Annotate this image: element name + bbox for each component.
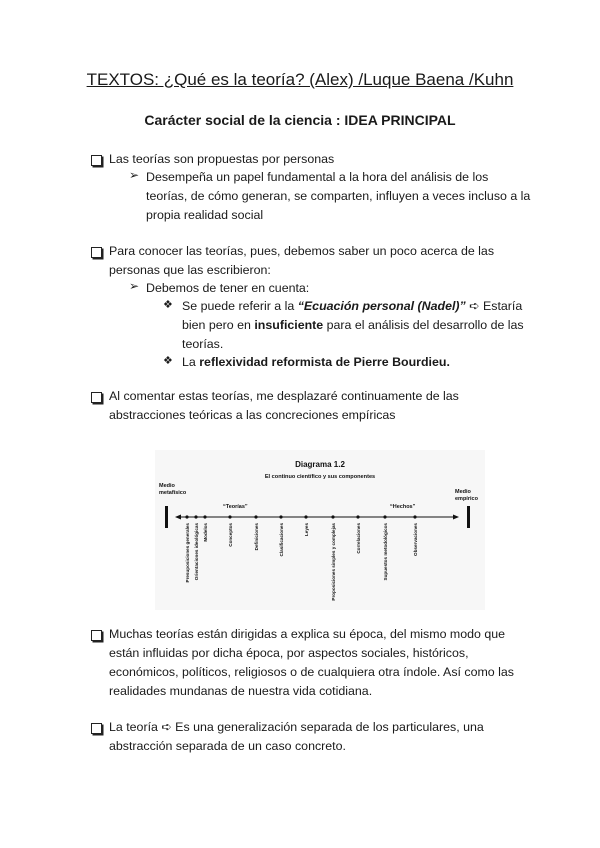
continuum-point bbox=[279, 515, 282, 518]
diamond-bullet-icon: ❖ bbox=[163, 299, 173, 311]
bullet-5-line-1: La teoría ➪ Es una generalización separada de los particulares, una bbox=[109, 720, 484, 734]
continuum-point bbox=[356, 515, 359, 518]
continuum-item-label: Definiciones bbox=[254, 523, 259, 551]
continuum-point bbox=[304, 515, 307, 518]
checkbox-bullet-icon bbox=[91, 392, 102, 403]
checkbox-bullet-icon bbox=[91, 155, 102, 166]
right-pole-label-1: Medio bbox=[455, 489, 471, 495]
theories-label: “Teorías” bbox=[223, 504, 248, 510]
continuum-item-label: Leyes bbox=[304, 523, 309, 537]
left-pole-label-1: Medio bbox=[159, 483, 175, 489]
continuum-item-label: Conceptos bbox=[228, 523, 233, 547]
diagram-title: Diagrama 1.2 bbox=[295, 460, 345, 469]
bullet-2-diamond-1-line-3: teorías. bbox=[182, 337, 224, 351]
bullet-4-line-2: están influidas por dicha época, por aspectos sociales, históricos, bbox=[109, 646, 469, 660]
right-pole-bar bbox=[467, 506, 470, 528]
bullet-5-line-2: abstracción separada de un caso concreto. bbox=[109, 739, 346, 753]
bullet-2-line-2: personas que las escribieron: bbox=[109, 263, 271, 277]
continuum-point bbox=[331, 515, 334, 518]
continuum-point bbox=[228, 515, 231, 518]
continuum-item-label: Correlaciones bbox=[356, 523, 361, 554]
diamond-bullet-icon: ❖ bbox=[163, 355, 173, 367]
continuum-point bbox=[194, 515, 197, 518]
section-subtitle: Carácter social de la ciencia : IDEA PRINCIPAL bbox=[144, 112, 456, 128]
checkbox-bullet-icon bbox=[91, 630, 102, 641]
bullet-4-line-4: realidades mundanas de nuestra vida cotidiana. bbox=[109, 684, 373, 698]
scientific-continuum-diagram bbox=[155, 450, 485, 610]
facts-label: “Hechos” bbox=[390, 504, 416, 510]
continuum-point bbox=[185, 515, 188, 518]
diagram-subtitle: El continuo científico y sus componentes bbox=[264, 474, 376, 480]
bullet-4-line-3: económicos, políticos, religiosos o de cualquiera otra índole. Así como las bbox=[109, 665, 514, 679]
continuum-item-label: Presuposiciones generales bbox=[185, 523, 190, 583]
bullet-1-sub-line-1: Desempeña un papel fundamental a la hora del análisis de los bbox=[146, 170, 489, 184]
arrow-bullet-icon: ➢ bbox=[129, 168, 140, 182]
bullet-3-line-2: abstracciones teóricas a las concreciones empíricas bbox=[109, 408, 396, 422]
bullet-2-sub: Debemos de tener en cuenta: bbox=[146, 281, 310, 295]
continuum-point bbox=[383, 515, 386, 518]
bullet-2-diamond-2: La reflexividad reformista de Pierre Bourdieu. bbox=[182, 355, 450, 369]
continuum-item-label: Supuestos metodológicos bbox=[383, 523, 388, 581]
continuum-item-label: Modelos bbox=[203, 523, 208, 542]
bullet-4-line-1: Muchas teorías están dirigidas a explica su época, del mismo modo que bbox=[109, 627, 506, 641]
bullet-3-line-1: Al comentar estas teorías, me desplazaré continuamente de las bbox=[109, 389, 459, 403]
continuum-point bbox=[203, 515, 206, 518]
arrow-bullet-icon: ➢ bbox=[129, 279, 140, 293]
bullet-2-diamond-1-line-2: bien pero en insuficiente para el análisis del desarrollo de las bbox=[182, 318, 524, 332]
bullet-2-line-1: Para conocer las teorías, pues, debemos saber un poco acerca de las bbox=[109, 244, 495, 258]
continuum-item-label: Observaciones bbox=[413, 523, 418, 556]
continuum-item-label: Clasificaciones bbox=[279, 523, 284, 557]
continuum-item-label: Orientaciones ideológicas bbox=[194, 523, 199, 581]
bullet-1-sub-line-3: propia realidad social bbox=[146, 208, 264, 222]
continuum-point bbox=[254, 515, 257, 518]
continuum-point bbox=[413, 515, 416, 518]
continuum-item-label: Proposiciones simples y complejas bbox=[331, 523, 336, 601]
checkbox-bullet-icon bbox=[91, 723, 102, 734]
bullet-2-diamond-1-line-1: Se puede referir a la “Ecuación personal (Nadel)” ➪ Estaría bbox=[182, 299, 523, 313]
checkbox-bullet-icon bbox=[91, 247, 102, 258]
left-pole-label-2: metafísico bbox=[159, 490, 187, 496]
bullet-1-sub-line-2: teorías, de cómo generan, se comparten, influyen a veces incluso a la bbox=[146, 189, 531, 203]
left-pole-bar bbox=[165, 506, 168, 528]
bullet-1-text: Las teorías son propuestas por personas bbox=[109, 152, 335, 166]
right-pole-label-2: empírico bbox=[455, 496, 478, 502]
document-title: TEXTOS: ¿Qué es la teoría? (Alex) /Luque Baena /Kuhn bbox=[86, 70, 514, 89]
